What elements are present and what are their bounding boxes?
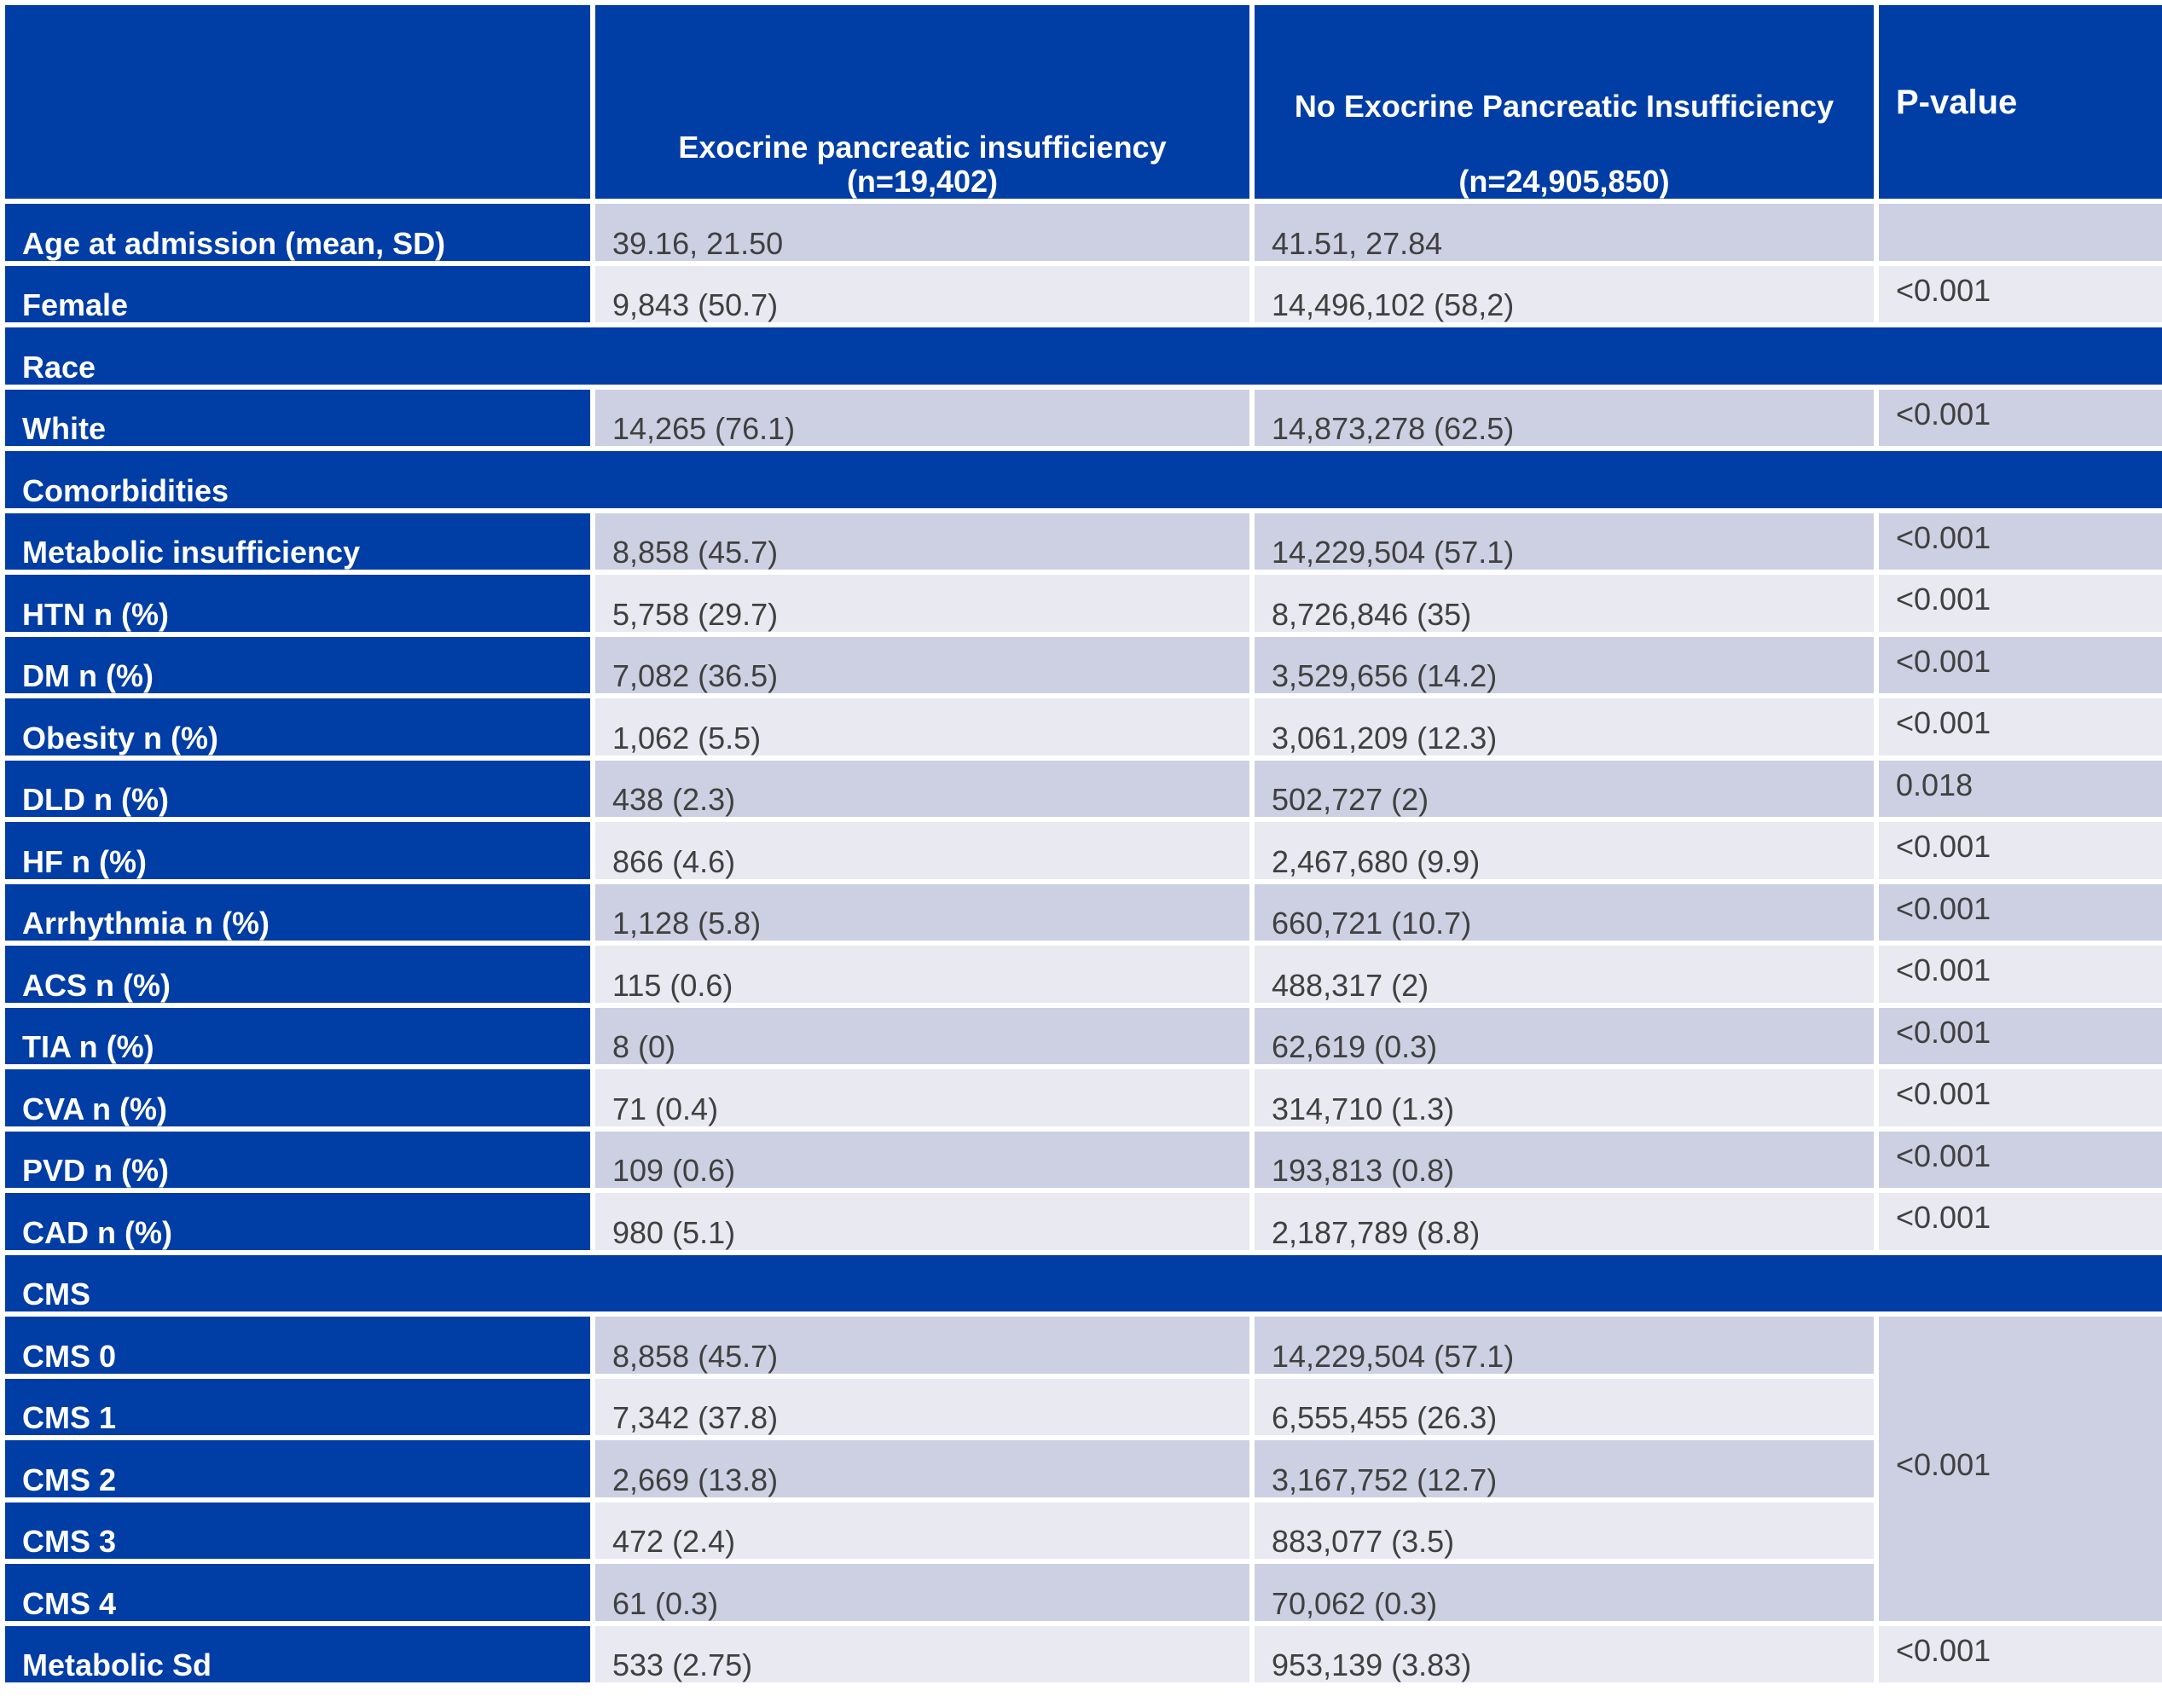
table-row — [3, 696, 2162, 758]
epi-value: 8,858 (45.7) — [593, 511, 1252, 573]
epi-value: 866 (4.6) — [593, 819, 1252, 882]
section-row — [3, 449, 2162, 511]
epi-value: 39.16, 21.50 — [593, 201, 1252, 263]
no-epi-value: 314,710 (1.3) — [1252, 1067, 1876, 1129]
p-value: <0.001 — [1876, 572, 2162, 634]
row-label: DLD n (%) — [3, 758, 593, 820]
table-row — [3, 758, 2162, 820]
row-label: Arrhythmia n (%) — [3, 882, 593, 944]
p-value: <0.001 — [1876, 1067, 2162, 1129]
table-row — [3, 1129, 2162, 1191]
table-row — [3, 943, 2162, 1005]
table-row — [3, 1314, 2162, 1376]
row-label: HF n (%) — [3, 819, 593, 882]
header-epi-count: (n=19,402) — [846, 164, 999, 199]
row-label: White — [3, 387, 593, 449]
section-label: Comorbidities — [3, 449, 2162, 511]
no-epi-value: 3,167,752 (12.7) — [1252, 1438, 1876, 1500]
table-row — [3, 1005, 2162, 1068]
table-row — [3, 882, 2162, 944]
table-row — [3, 1067, 2162, 1129]
row-label: TIA n (%) — [3, 1005, 593, 1068]
table-row — [3, 1500, 2162, 1562]
p-value: 0.018 — [1876, 758, 2162, 820]
header-no-epi-count: (n=24,905,850) — [1458, 164, 1670, 199]
row-label: CAD n (%) — [3, 1190, 593, 1253]
row-label: CMS 3 — [3, 1500, 593, 1562]
p-value: <0.001 — [1876, 387, 2162, 449]
section-row — [3, 325, 2162, 387]
epi-value: 8 (0) — [593, 1005, 1252, 1068]
no-epi-value: 8,726,846 (35) — [1252, 572, 1876, 634]
p-value-merged: <0.001 — [1876, 1314, 2162, 1624]
epi-value: 472 (2.4) — [593, 1500, 1252, 1562]
no-epi-value: 2,187,789 (8.8) — [1252, 1190, 1876, 1253]
header-empty-cell — [3, 3, 593, 201]
row-label: CMS 0 — [3, 1314, 593, 1376]
p-value: <0.001 — [1876, 1624, 2162, 1686]
epi-value: 533 (2.75) — [593, 1624, 1252, 1686]
epi-value: 14,265 (76.1) — [593, 387, 1252, 449]
no-epi-value: 660,721 (10.7) — [1252, 882, 1876, 944]
row-label: PVD n (%) — [3, 1129, 593, 1191]
section-label: CMS — [3, 1253, 2162, 1315]
table-row — [3, 511, 2162, 573]
epi-value: 61 (0.3) — [593, 1561, 1252, 1624]
row-label: Metabolic Sd — [3, 1624, 593, 1686]
epi-value: 115 (0.6) — [593, 943, 1252, 1005]
epi-value: 9,843 (50.7) — [593, 263, 1252, 326]
row-label: CMS 4 — [3, 1561, 593, 1624]
no-epi-value: 62,619 (0.3) — [1252, 1005, 1876, 1068]
row-label: Obesity n (%) — [3, 696, 593, 758]
epi-value: 109 (0.6) — [593, 1129, 1252, 1191]
table-row — [3, 1438, 2162, 1500]
row-label: ACS n (%) — [3, 943, 593, 1005]
p-value: <0.001 — [1876, 1005, 2162, 1068]
header-p-value: P-value — [1876, 3, 2162, 201]
no-epi-value: 3,061,209 (12.3) — [1252, 696, 1876, 758]
no-epi-value: 883,077 (3.5) — [1252, 1500, 1876, 1562]
row-label: HTN n (%) — [3, 572, 593, 634]
no-epi-value: 14,229,504 (57.1) — [1252, 1314, 1876, 1376]
epi-value: 1,128 (5.8) — [593, 882, 1252, 944]
row-label: CMS 2 — [3, 1438, 593, 1500]
no-epi-value: 41.51, 27.84 — [1252, 201, 1876, 263]
epi-value: 8,858 (45.7) — [593, 1314, 1252, 1376]
epi-value: 2,669 (13.8) — [593, 1438, 1252, 1500]
header-epi-title: Exocrine pancreatic insufficiency — [678, 130, 1167, 165]
no-epi-value: 14,229,504 (57.1) — [1252, 511, 1876, 573]
epi-value: 7,342 (37.8) — [593, 1376, 1252, 1439]
p-value: <0.001 — [1876, 634, 2162, 697]
epi-value: 980 (5.1) — [593, 1190, 1252, 1253]
p-value: <0.001 — [1876, 1190, 2162, 1253]
table-row — [3, 634, 2162, 697]
no-epi-value: 502,727 (2) — [1252, 758, 1876, 820]
table-row — [3, 572, 2162, 634]
table-row — [3, 201, 2162, 263]
table-body — [3, 201, 2162, 1685]
section-row — [3, 1253, 2162, 1315]
no-epi-value: 6,555,455 (26.3) — [1252, 1376, 1876, 1439]
epi-value: 5,758 (29.7) — [593, 572, 1252, 634]
header-no-epi-group — [1252, 3, 1876, 201]
no-epi-value: 2,467,680 (9.9) — [1252, 819, 1876, 882]
table-row — [3, 1561, 2162, 1624]
table-row — [3, 263, 2162, 326]
no-epi-value: 70,062 (0.3) — [1252, 1561, 1876, 1624]
no-epi-value: 14,496,102 (58,2) — [1252, 263, 1876, 326]
table-row — [3, 1190, 2162, 1253]
no-epi-value: 488,317 (2) — [1252, 943, 1876, 1005]
table-row — [3, 387, 2162, 449]
epi-value: 438 (2.3) — [593, 758, 1252, 820]
p-value: <0.001 — [1876, 511, 2162, 573]
p-value — [1876, 201, 2162, 263]
epi-value: 7,082 (36.5) — [593, 634, 1252, 697]
row-label: DM n (%) — [3, 634, 593, 697]
no-epi-value: 3,529,656 (14.2) — [1252, 634, 1876, 697]
table-row — [3, 1624, 2162, 1686]
epi-value: 1,062 (5.5) — [593, 696, 1252, 758]
table-header — [3, 3, 2162, 201]
table-row — [3, 1376, 2162, 1439]
epi-value: 71 (0.4) — [593, 1067, 1252, 1129]
no-epi-value: 14,873,278 (62.5) — [1252, 387, 1876, 449]
p-value: <0.001 — [1876, 696, 2162, 758]
row-label: Metabolic insufficiency — [3, 511, 593, 573]
p-value: <0.001 — [1876, 943, 2162, 1005]
header-no-epi-title: No Exocrine Pancreatic Insufficiency — [1294, 89, 1835, 124]
p-value: <0.001 — [1876, 819, 2162, 882]
no-epi-value: 193,813 (0.8) — [1252, 1129, 1876, 1191]
table-row — [3, 819, 2162, 882]
header-epi-group — [593, 3, 1252, 201]
section-label: Race — [3, 325, 2162, 387]
p-value: <0.001 — [1876, 882, 2162, 944]
row-label: Female — [3, 263, 593, 326]
p-value: <0.001 — [1876, 1129, 2162, 1191]
row-label: Age at admission (mean, SD) — [3, 201, 593, 263]
row-label: CMS 1 — [3, 1376, 593, 1439]
no-epi-value: 953,139 (3.83) — [1252, 1624, 1876, 1686]
p-value: <0.001 — [1876, 263, 2162, 326]
row-label: CVA n (%) — [3, 1067, 593, 1129]
